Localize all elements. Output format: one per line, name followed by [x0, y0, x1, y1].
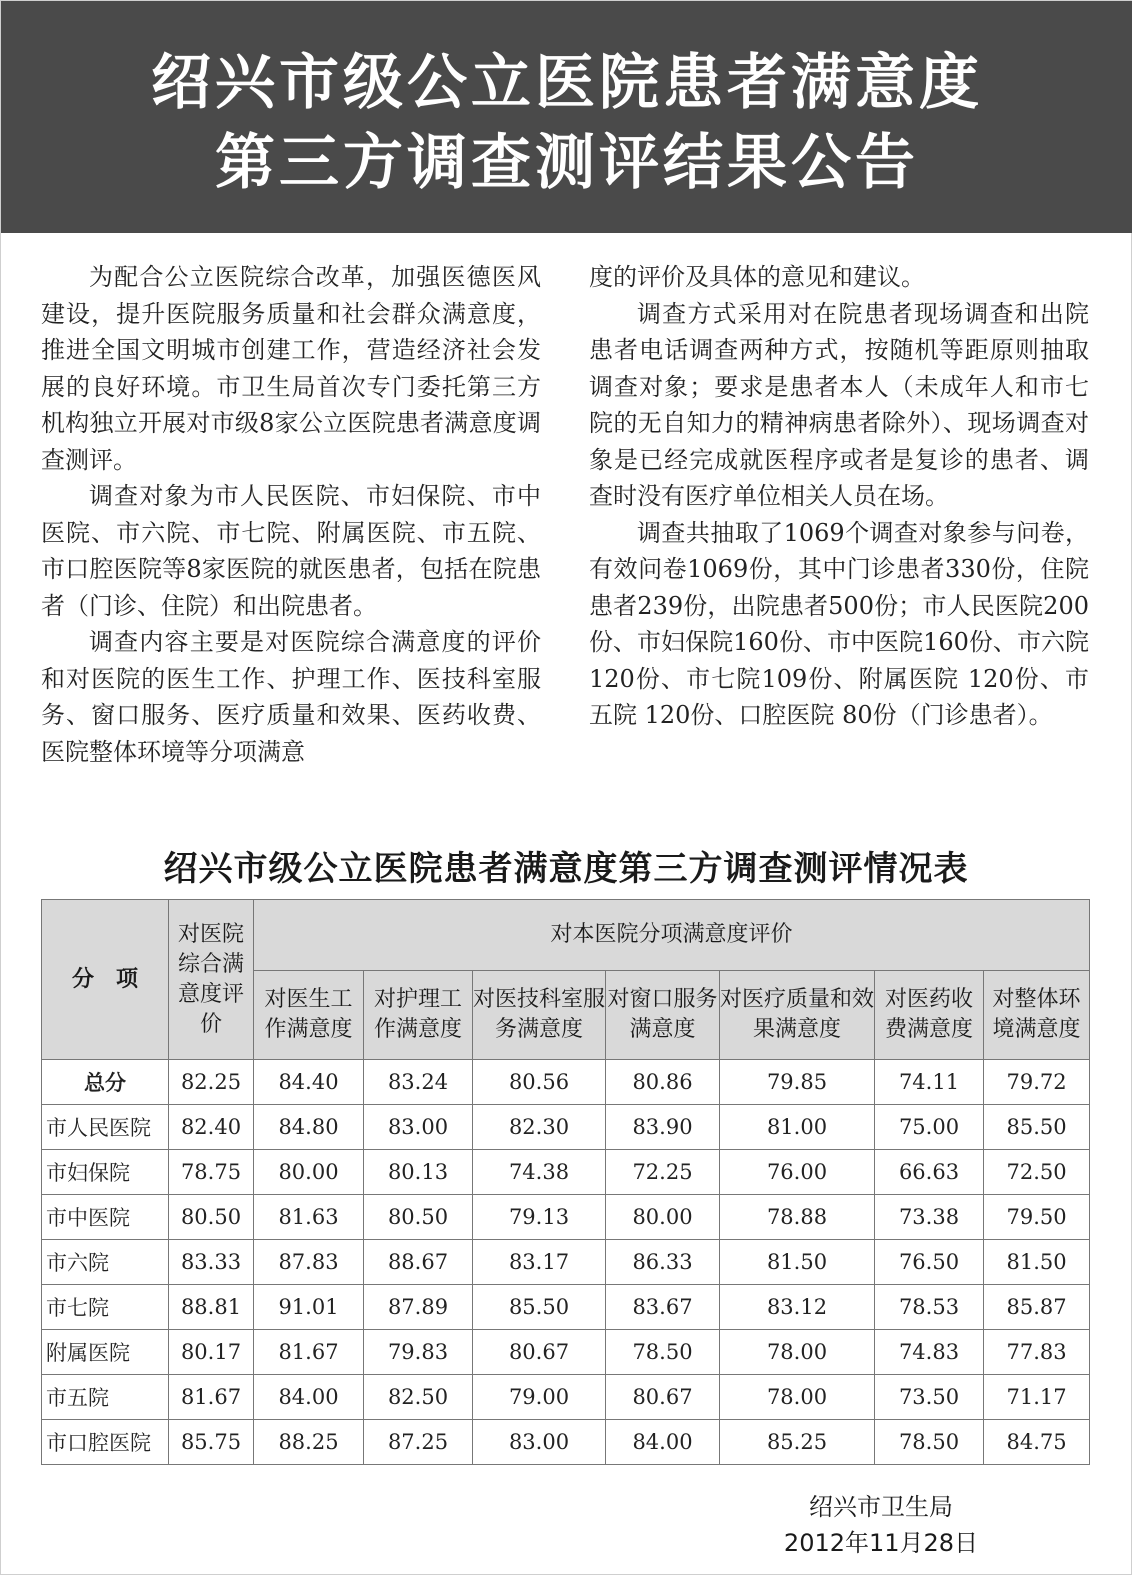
score-cell: 79.83 [364, 1330, 473, 1375]
score-cell: 80.50 [169, 1195, 254, 1240]
score-cell: 73.50 [875, 1375, 984, 1420]
score-cell: 85.50 [984, 1105, 1090, 1150]
score-cell: 79.72 [984, 1060, 1090, 1105]
score-cell: 79.50 [984, 1195, 1090, 1240]
score-cell: 82.25 [169, 1060, 254, 1105]
score-cell: 84.00 [606, 1420, 720, 1465]
score-cell: 81.50 [984, 1240, 1090, 1285]
score-cell: 80.17 [169, 1330, 254, 1375]
header-medtech: 对医技科室服务满意度 [473, 971, 606, 1060]
score-cell: 80.50 [364, 1195, 473, 1240]
table-row [42, 1285, 1090, 1330]
score-cell: 80.00 [606, 1195, 720, 1240]
score-cell: 66.63 [875, 1150, 984, 1195]
score-cell: 82.30 [473, 1105, 606, 1150]
score-cell: 78.50 [875, 1420, 984, 1465]
article-left-column [41, 259, 541, 770]
header-quality: 对医疗质量和效果满意度 [720, 971, 875, 1060]
table-body [42, 1060, 1090, 1465]
header-item: 分 项 [42, 900, 169, 1060]
row-label: 市六院 [42, 1240, 169, 1285]
table-row [42, 1105, 1090, 1150]
score-cell: 81.00 [720, 1105, 875, 1150]
score-cell: 85.25 [720, 1420, 875, 1465]
row-label: 市妇保院 [42, 1150, 169, 1195]
score-cell: 76.50 [875, 1240, 984, 1285]
title-line-1: 绍兴市级公立医院患者满意度 [151, 48, 983, 118]
score-cell: 73.38 [875, 1195, 984, 1240]
score-cell: 87.89 [364, 1285, 473, 1330]
score-cell: 88.67 [364, 1240, 473, 1285]
score-cell: 78.00 [720, 1375, 875, 1420]
paragraph-sample: 调查共抽取了1069个调查对象参与问卷，有效问卷1069份，其中门诊患者330份，住院患者239份，出院患者500份；市人民医院200份、市妇保院160份、市中医院160份、市六院120份、市七院109份、附属医院 120份、市五院 120份、口腔医院 80份（门诊患者）。 [589, 518, 1089, 729]
score-cell: 83.33 [169, 1240, 254, 1285]
header-nursing: 对护理工作满意度 [364, 971, 473, 1060]
header-environment: 对整体环境满意度 [984, 971, 1090, 1060]
paragraph-subjects: 调查对象为市人民医院、市妇保院、市中医院、市六院、市七院、附属医院、市五院、市口腔医院等8家医院的就医患者，包括在院患者（门诊、住院）和出院患者。 [41, 482, 541, 620]
table-row [42, 1375, 1090, 1420]
score-cell: 87.83 [254, 1240, 364, 1285]
score-cell: 80.67 [606, 1375, 720, 1420]
score-cell: 84.40 [254, 1060, 364, 1105]
table-row-total [42, 1060, 1090, 1105]
score-cell: 81.63 [254, 1195, 364, 1240]
score-cell: 83.00 [473, 1420, 606, 1465]
signature-date: 2012年11月28日 [783, 1529, 979, 1557]
score-cell: 82.40 [169, 1105, 254, 1150]
satisfaction-table [41, 899, 1090, 1465]
score-cell: 80.56 [473, 1060, 606, 1105]
header-overall: 对医院综合满意度评价 [169, 900, 254, 1060]
score-cell: 78.53 [875, 1285, 984, 1330]
title-line-2: 第三方调查测评结果公告 [215, 128, 919, 198]
score-cell: 81.67 [254, 1330, 364, 1375]
table-title: 绍兴市级公立医院患者满意度第三方调查测评情况表 [163, 849, 969, 889]
score-cell: 72.25 [606, 1150, 720, 1195]
score-cell: 74.11 [875, 1060, 984, 1105]
table-row [42, 1150, 1090, 1195]
paragraph-method: 调查方式采用对在院患者现场调查和出院患者电话调查两种方式，按随机等距原则抽取调查对象；要求是患者本人（未成年人和市七院的无自知力的精神病患者除外）、现场调查对象是已经完成就医程序或者是复诊的患者、调查时没有医疗单位相关人员在场。 [589, 299, 1089, 510]
score-cell: 79.00 [473, 1375, 606, 1420]
score-cell: 87.25 [364, 1420, 473, 1465]
score-cell: 75.00 [875, 1105, 984, 1150]
row-label: 市口腔医院 [42, 1420, 169, 1465]
paragraph-content: 调查内容主要是对医院综合满意度的评价和对医院的医生工作、护理工作、医技科室服务、窗口服务、医疗质量和效果、医药收费、医院整体环境等分项满意 [41, 628, 541, 766]
score-cell: 80.67 [473, 1330, 606, 1375]
score-cell: 78.88 [720, 1195, 875, 1240]
row-label: 市中医院 [42, 1195, 169, 1240]
score-cell: 80.86 [606, 1060, 720, 1105]
table-row [42, 1330, 1090, 1375]
table-row [42, 1420, 1090, 1465]
row-label: 总分 [42, 1060, 169, 1105]
score-cell: 78.50 [606, 1330, 720, 1375]
row-label: 市五院 [42, 1375, 169, 1420]
header-window: 对窗口服务满意度 [606, 971, 720, 1060]
score-cell: 82.50 [364, 1375, 473, 1420]
score-cell: 85.87 [984, 1285, 1090, 1330]
score-cell: 79.13 [473, 1195, 606, 1240]
score-cell: 84.75 [984, 1420, 1090, 1465]
score-cell: 81.67 [169, 1375, 254, 1420]
score-cell: 74.83 [875, 1330, 984, 1375]
score-cell: 91.01 [254, 1285, 364, 1330]
signature-org: 绍兴市卫生局 [809, 1493, 953, 1521]
score-cell: 83.00 [364, 1105, 473, 1150]
score-cell: 84.80 [254, 1105, 364, 1150]
header-group: 对本医院分项满意度评价 [254, 900, 1090, 971]
article-right-column [589, 259, 1089, 734]
row-label: 市七院 [42, 1285, 169, 1330]
score-cell: 83.67 [606, 1285, 720, 1330]
score-cell: 84.00 [254, 1375, 364, 1420]
paragraph-background: 为配合公立医院综合改革，加强医德医风建设，提升医院服务质量和社会群众满意度，推进全国文明城市创建工作，营造经济社会发展的良好环境。市卫生局首次专门委托第三方机构独立开展对市级8家公立医院患者满意度调查测评。 [41, 263, 541, 474]
score-cell: 80.13 [364, 1150, 473, 1195]
score-cell: 83.12 [720, 1285, 875, 1330]
score-cell: 85.75 [169, 1420, 254, 1465]
paragraph-content-continued: 度的评价及具体的意见和建议。 [589, 263, 925, 291]
score-cell: 83.90 [606, 1105, 720, 1150]
score-cell: 86.33 [606, 1240, 720, 1285]
score-cell: 88.81 [169, 1285, 254, 1330]
table-row [42, 1240, 1090, 1285]
score-cell: 85.50 [473, 1285, 606, 1330]
score-cell: 83.17 [473, 1240, 606, 1285]
score-cell: 83.24 [364, 1060, 473, 1105]
score-cell: 76.00 [720, 1150, 875, 1195]
score-cell: 72.50 [984, 1150, 1090, 1195]
score-cell: 78.00 [720, 1330, 875, 1375]
score-cell: 78.75 [169, 1150, 254, 1195]
row-label: 附属医院 [42, 1330, 169, 1375]
score-cell: 88.25 [254, 1420, 364, 1465]
row-label: 市人民医院 [42, 1105, 169, 1150]
score-cell: 81.50 [720, 1240, 875, 1285]
score-cell: 80.00 [254, 1150, 364, 1195]
score-cell: 77.83 [984, 1330, 1090, 1375]
table-row [42, 1195, 1090, 1240]
score-cell: 74.38 [473, 1150, 606, 1195]
header-fees: 对医药收费满意度 [875, 971, 984, 1060]
score-cell: 71.17 [984, 1375, 1090, 1420]
header-doctor: 对医生工作满意度 [254, 971, 364, 1060]
score-cell: 79.85 [720, 1060, 875, 1105]
title-banner [1, 1, 1132, 233]
